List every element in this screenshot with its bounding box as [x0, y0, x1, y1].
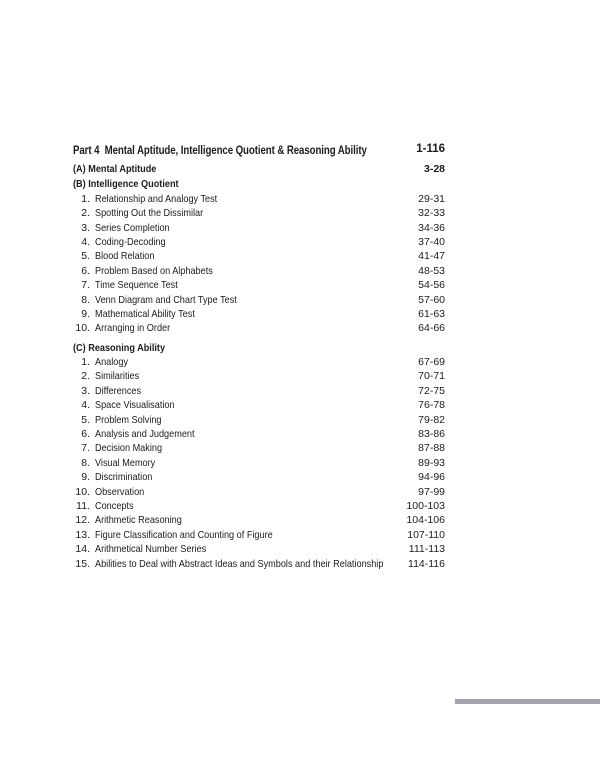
- toc-item-row: [73, 456, 445, 470]
- item-label-text: Mathematical Ability Test: [95, 307, 195, 320]
- item-label: [95, 293, 258, 307]
- toc-item-row: [73, 441, 445, 455]
- section-header-row: [73, 341, 445, 355]
- item-pages: 61-63: [418, 307, 445, 320]
- section-label-text: (C) Reasoning Ability: [73, 341, 166, 354]
- item-number: 4.: [81, 235, 90, 248]
- item-label: [95, 369, 146, 383]
- item-label-text: Relationship and Analogy Test: [95, 192, 218, 205]
- item-label: [95, 384, 148, 398]
- item-label-text: Analysis and Judgement: [95, 428, 195, 441]
- toc-item-row: [73, 249, 445, 263]
- item-label: [95, 264, 230, 278]
- item-label-text: Decision Making: [95, 442, 163, 455]
- item-pages: 87-88: [418, 442, 445, 455]
- toc-item-row: [73, 206, 445, 220]
- item-label: [95, 278, 190, 292]
- item-label: [95, 557, 427, 571]
- toc-item-row: [73, 293, 445, 307]
- item-number: 10.: [75, 322, 90, 335]
- toc-item-row: [73, 278, 445, 292]
- item-label-text: Differences: [95, 384, 142, 397]
- item-pages: 57-60: [418, 293, 445, 306]
- item-pages: 41-47: [418, 250, 445, 263]
- toc-item-row: [73, 398, 445, 412]
- toc-item-row: [73, 413, 445, 427]
- part-title-pages: 1-116: [416, 143, 445, 155]
- item-pages: 104-106: [406, 514, 445, 527]
- item-label: [95, 321, 181, 335]
- item-label-text: Series Completion: [95, 221, 170, 234]
- item-number: 14.: [75, 543, 90, 556]
- item-label: [95, 456, 164, 470]
- item-label: [95, 249, 163, 263]
- item-label-text: Concepts: [95, 499, 134, 512]
- toc-item-row: [73, 355, 445, 369]
- item-pages: 107-110: [407, 528, 445, 541]
- toc-item-row: [73, 192, 445, 206]
- item-pages: 83-86: [418, 428, 445, 441]
- item-pages: 32-33: [418, 207, 445, 220]
- item-label: [95, 235, 176, 249]
- item-label: [95, 513, 195, 527]
- section-header-row: [73, 162, 445, 176]
- item-number: 3.: [81, 384, 90, 397]
- item-label-text: Discrimination: [95, 471, 153, 484]
- toc-item-row: [73, 499, 445, 513]
- section-label: [73, 162, 169, 176]
- item-pages: 67-69: [418, 356, 445, 369]
- item-label: [95, 485, 152, 499]
- item-number: 2.: [81, 207, 90, 220]
- item-label-text: Venn Diagram and Chart Type Test: [95, 293, 237, 306]
- item-pages: 89-93: [418, 456, 445, 469]
- item-label-text: Arithmetical Number Series: [95, 543, 207, 556]
- item-label: [95, 206, 219, 220]
- item-pages: 72-75: [418, 384, 445, 397]
- toc-item-row: [73, 427, 445, 441]
- item-pages: 94-96: [418, 471, 445, 484]
- item-label-text: Coding-Decoding: [95, 235, 166, 248]
- item-number: 7.: [81, 279, 90, 292]
- item-label-text: Similarities: [95, 370, 140, 383]
- toc-item-row: [73, 485, 445, 499]
- item-label: [95, 499, 139, 513]
- item-number: 8.: [81, 456, 90, 469]
- item-label-text: Time Sequence Test: [95, 279, 178, 292]
- item-pages: 37-40: [418, 235, 445, 248]
- item-pages: 29-31: [418, 192, 445, 205]
- toc-item-row: [73, 528, 445, 542]
- item-label-text: Space Visualisation: [95, 399, 175, 412]
- item-pages: 34-36: [418, 221, 445, 234]
- item-number: 4.: [81, 399, 90, 412]
- section-header-row: [73, 177, 445, 191]
- section-label-text: (A) Mental Aptitude: [73, 163, 157, 175]
- item-pages: 111-113: [408, 543, 445, 556]
- item-number: 12.: [75, 514, 90, 527]
- part-title-row: [73, 142, 445, 159]
- toc-item-row: [73, 470, 445, 484]
- item-number: 6.: [81, 264, 90, 277]
- item-pages: 54-56: [418, 279, 445, 292]
- item-pages: 48-53: [418, 264, 445, 277]
- item-label: [95, 470, 161, 484]
- section-label: [73, 341, 179, 355]
- toc-item-row: [73, 369, 445, 383]
- section-label-text: (B) Intelligence Quotient: [73, 178, 179, 191]
- item-label: [95, 355, 133, 369]
- item-number: 9.: [81, 307, 90, 320]
- item-number: 6.: [81, 428, 90, 441]
- item-label-text: Blood Relation: [95, 250, 155, 263]
- toc-item-row: [73, 321, 445, 335]
- toc-item-row: [73, 513, 445, 527]
- item-number: 5.: [81, 250, 90, 263]
- item-label: [95, 307, 210, 321]
- toc-item-row: [73, 235, 445, 249]
- item-label: [95, 427, 209, 441]
- toc-item-row: [73, 557, 445, 571]
- item-number: 15.: [75, 557, 90, 570]
- item-number: 10.: [75, 485, 90, 498]
- item-number: 3.: [81, 221, 90, 234]
- section-label: [73, 177, 194, 191]
- item-label: [95, 398, 186, 412]
- item-label-text: Observation: [95, 485, 145, 498]
- item-label: [95, 192, 236, 206]
- section-pages: 3-28: [423, 163, 445, 175]
- item-label-text: Problem Based on Alphabets: [95, 264, 213, 277]
- item-label-text: Arithmetic Reasoning: [95, 514, 182, 527]
- toc-item-row: [73, 221, 445, 235]
- item-label: [95, 528, 299, 542]
- item-label: [95, 542, 223, 556]
- horizontal-scrollbar-thumb[interactable]: [455, 699, 600, 704]
- item-number: 9.: [81, 471, 90, 484]
- item-label-text: Problem Solving: [95, 413, 162, 426]
- item-pages: 114-116: [408, 557, 445, 570]
- item-label: [95, 221, 181, 235]
- item-pages: 70-71: [418, 370, 445, 383]
- toc-item-row: [73, 542, 445, 556]
- toc-item-row: [73, 264, 445, 278]
- item-number: 1.: [81, 192, 90, 205]
- part-title: Part 4 Mental Aptitude, Intelligence Quotient & Reasoning Ability: [73, 143, 367, 157]
- table-of-contents: [73, 142, 445, 571]
- item-label-text: Visual Memory: [95, 456, 156, 469]
- item-label-text: Analogy: [95, 356, 129, 369]
- toc-item-row: [73, 307, 445, 321]
- item-number: 1.: [81, 356, 90, 369]
- item-number: 13.: [75, 528, 90, 541]
- toc-rows: [73, 162, 445, 571]
- item-pages: 79-82: [418, 413, 445, 426]
- item-label-text: Figure Classification and Counting of Figure: [95, 528, 273, 541]
- item-pages: 100-103: [406, 499, 445, 512]
- item-label-text: Spotting Out the Dissimilar: [95, 207, 204, 220]
- item-label: [95, 413, 171, 427]
- item-number: 8.: [81, 293, 90, 306]
- item-number: 5.: [81, 413, 90, 426]
- item-label-text: Abilities to Deal with Abstract Ideas and Symbols and their Relationship: [95, 557, 384, 570]
- item-pages: 76-78: [418, 399, 445, 412]
- item-label: [95, 441, 172, 455]
- toc-item-row: [73, 384, 445, 398]
- item-number: 2.: [81, 370, 90, 383]
- item-number: 11.: [76, 499, 90, 512]
- item-number: 7.: [81, 442, 90, 455]
- item-pages: 97-99: [418, 485, 445, 498]
- item-label-text: Arranging in Order: [95, 322, 171, 335]
- item-pages: 64-66: [418, 322, 445, 335]
